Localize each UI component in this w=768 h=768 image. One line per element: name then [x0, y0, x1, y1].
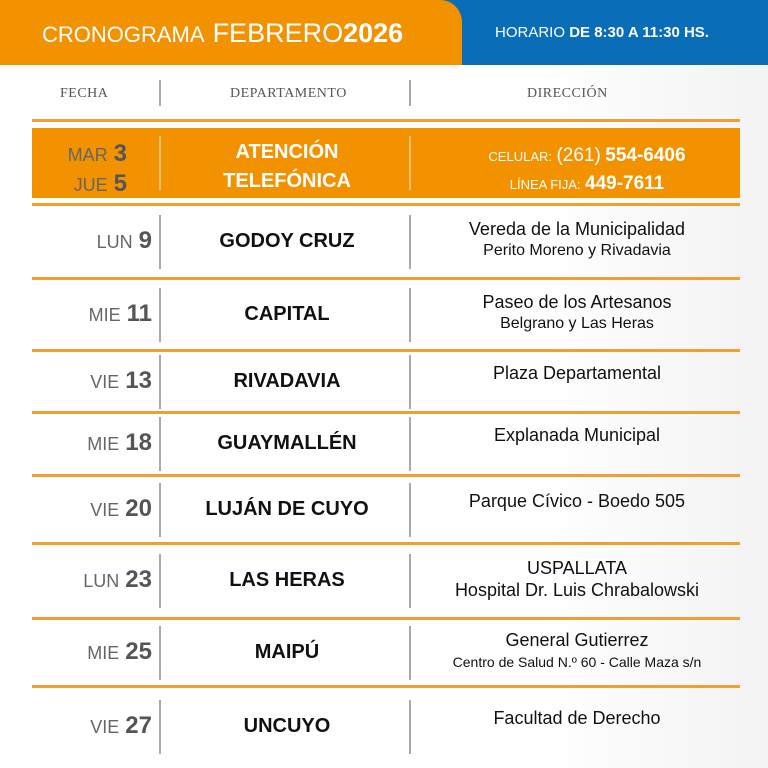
landline-label: LÍNEA FIJA:: [509, 177, 581, 192]
divider: [159, 626, 161, 680]
schedule-row: [32, 688, 740, 765]
day: JUE: [73, 175, 108, 195]
schedule-row: [32, 477, 740, 542]
landline-number: 449-7611: [585, 173, 665, 194]
divider: [159, 483, 161, 537]
col-header-date: FECHA: [60, 86, 109, 101]
address-line1: USPALLATA: [526, 558, 628, 578]
col-header-department: DEPARTAMENTO: [230, 86, 347, 101]
day: VIE: [90, 371, 120, 392]
address: [412, 291, 742, 335]
dept-line: TELEFÓNICA: [223, 170, 351, 192]
address-line1: Vereda de la Municipalidad: [468, 218, 686, 239]
day: MIE: [87, 642, 120, 663]
schedule-row: [32, 620, 740, 685]
department: GUAYMALLÉN: [217, 432, 357, 454]
schedule-row: [32, 545, 740, 617]
day-number: 11: [126, 299, 152, 327]
dept-line: ATENCIÓN: [235, 141, 339, 163]
day-number: 25: [125, 637, 152, 665]
divider: [159, 700, 161, 754]
divider: [159, 215, 161, 269]
row-date: [32, 638, 152, 666]
day: VIE: [90, 716, 120, 737]
day: LUN: [96, 231, 133, 252]
address-line1: Facultad de Derecho: [493, 707, 661, 728]
row-date: [32, 300, 152, 328]
department: CAPITAL: [244, 302, 330, 325]
day: LUN: [83, 571, 120, 591]
department: LUJÁN DE CUYO: [205, 497, 369, 520]
cell-number: 554-6406: [605, 145, 686, 166]
divider: [159, 80, 161, 106]
address: [412, 707, 742, 729]
divider: [159, 554, 161, 608]
divider: [409, 136, 411, 190]
department: MAIPÚ: [254, 640, 320, 663]
address-line1: Explanada Municipal: [493, 425, 661, 445]
address: [412, 629, 742, 673]
address: [412, 490, 742, 512]
title-year: 2026: [343, 18, 404, 48]
address: [412, 557, 742, 601]
cell-label: CELULAR:: [488, 149, 552, 164]
address-line1: Plaza Departamental: [492, 362, 662, 383]
row-date: [32, 367, 152, 395]
row-date: [32, 227, 152, 255]
hours-label: HORARIO: [495, 24, 566, 41]
address: [412, 218, 742, 262]
divider: [159, 288, 161, 342]
divider: [159, 136, 161, 190]
cell-prefix: (261): [556, 145, 601, 166]
divider: [32, 119, 740, 122]
day: MAR: [67, 145, 108, 165]
day-number: 3: [113, 140, 127, 167]
address-line1: Parque Cívico - Boedo 505: [468, 490, 686, 511]
day-number: 23: [125, 566, 152, 593]
address-line1: Paseo de los Artesanos: [482, 291, 672, 312]
day: VIE: [90, 499, 120, 520]
address: [412, 362, 742, 384]
day-number: 5: [113, 170, 127, 197]
divider: [409, 288, 411, 342]
address-line2: Perito Moreno y Rivadavia: [483, 241, 671, 259]
schedule-row: [32, 414, 740, 474]
address-line2: Centro de Salud N.º 60 - Calle Maza s/n: [452, 653, 702, 670]
divider: [159, 417, 161, 471]
title-month: FEBRERO: [212, 18, 344, 48]
divider: [409, 554, 411, 608]
day: MIE: [87, 434, 120, 454]
address-line1: General Gutierrez: [505, 629, 649, 650]
day-number: 20: [125, 494, 152, 522]
day-number: 18: [125, 429, 152, 456]
row-date: [32, 429, 152, 457]
divider: [409, 626, 411, 680]
department: LAS HERAS: [229, 569, 345, 591]
divider: [409, 700, 411, 754]
title-prefix: CRONOGRAMA: [42, 22, 205, 47]
phone-row: [32, 128, 740, 198]
divider: [409, 80, 411, 106]
divider: [159, 355, 161, 409]
hours-value: DE 8:30 A 11:30 HS.: [569, 24, 709, 41]
department: RIVADAVIA: [233, 369, 341, 392]
phone-numbers: [422, 142, 752, 198]
hours: [495, 24, 709, 41]
schedule-row: [32, 280, 740, 349]
address: [412, 424, 742, 446]
department: UNCUYO: [243, 714, 331, 737]
day-number: 27: [125, 711, 152, 739]
schedule-row: [32, 206, 740, 277]
phone-dept: [162, 138, 412, 196]
divider: [409, 215, 411, 269]
row-date: [32, 566, 152, 594]
day: MIE: [88, 304, 121, 325]
schedule-row: [32, 352, 740, 411]
address-line2: Belgrano y Las Heras: [500, 314, 654, 332]
day-number: 9: [138, 226, 152, 254]
divider: [409, 355, 411, 409]
phone-dates: [32, 140, 127, 200]
address-line2: Hospital Dr. Luis Chrabalowski: [454, 580, 700, 600]
department: GODOY CRUZ: [219, 229, 355, 252]
poster-title: [42, 18, 403, 49]
row-date: [32, 495, 152, 523]
divider: [409, 417, 411, 471]
col-header-address: DIRECCIÓN: [527, 86, 608, 101]
day-number: 13: [125, 366, 152, 394]
divider: [409, 483, 411, 537]
row-date: [32, 712, 152, 740]
